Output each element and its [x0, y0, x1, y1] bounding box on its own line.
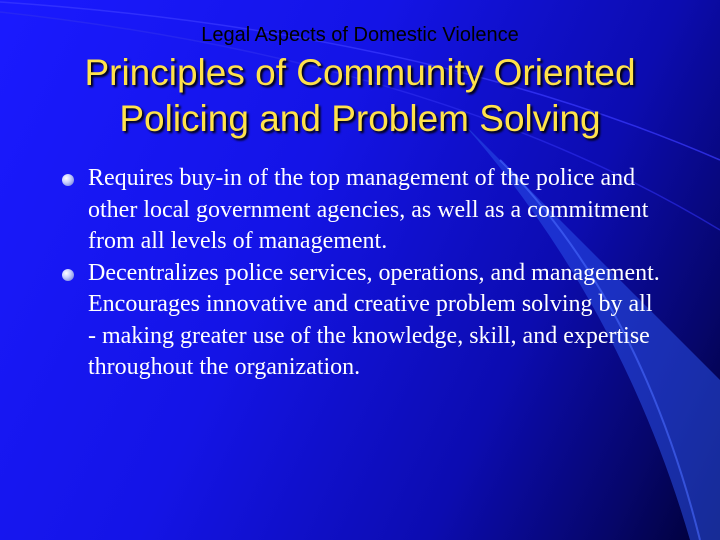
slide-title: [20, 50, 700, 142]
title-line-2: Policing and Problem Solving: [119, 98, 601, 139]
bullet-text: Requires buy-in of the top management of the police and other local government agencies, as well as a commitment from all levels of management.: [88, 165, 649, 254]
bullet-list: [62, 163, 662, 384]
bullet-icon: [62, 269, 74, 281]
title-line-1: Principles of Community Oriented: [84, 52, 636, 93]
slide-header: Legal Aspects of Domestic Violence: [201, 24, 519, 46]
bullet-icon: [62, 174, 74, 186]
bullet-item: [62, 258, 662, 384]
bullet-item: [62, 163, 662, 258]
bullet-text: Decentralizes police services, operations, and management. Encourages innovative and creative problem solving by all - making greater use of the knowledge, skill, and expertise throughout the organization.: [88, 259, 660, 380]
